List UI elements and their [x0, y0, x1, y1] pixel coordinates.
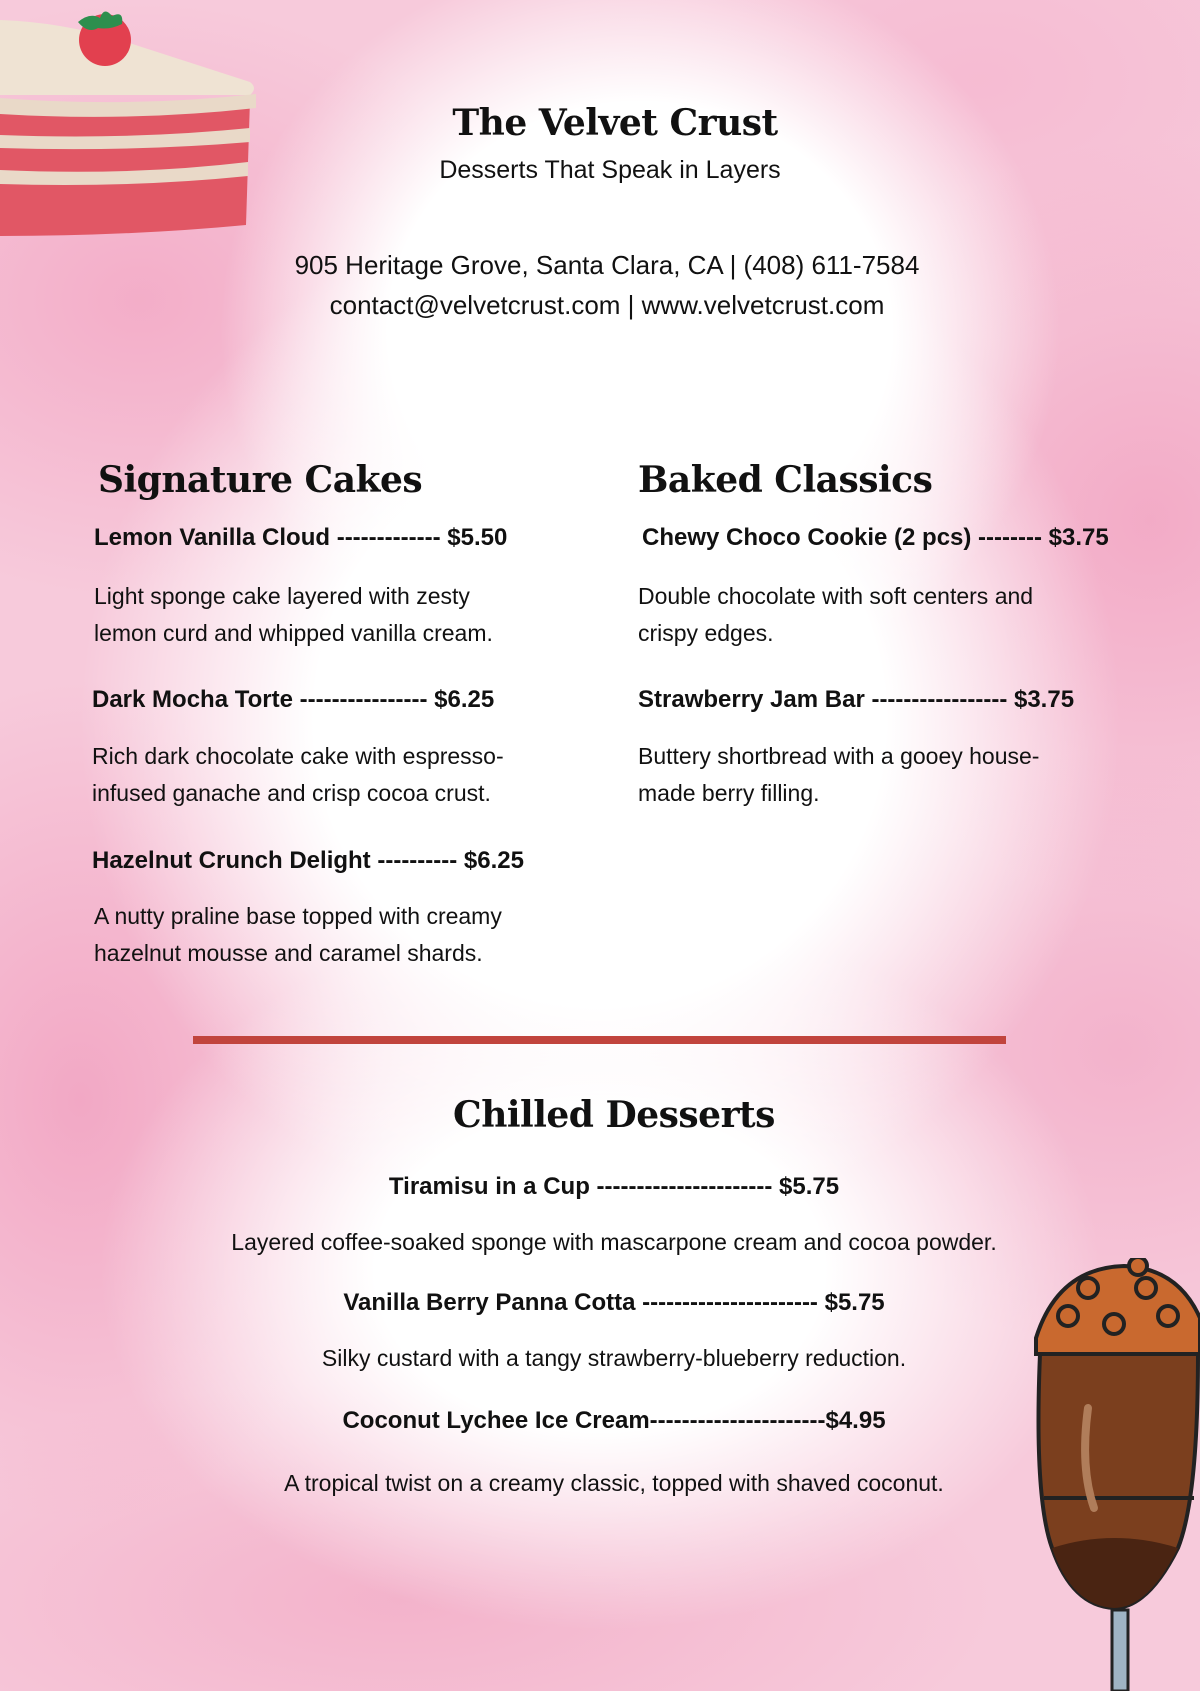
menu-item-description: Light sponge cake layered with zesty [94, 583, 470, 609]
address-line: 905 Heritage Grove, Santa Clara, CA | (408) 611-7584 [294, 250, 920, 280]
menu-item-description: Buttery shortbread with a gooey house- [638, 743, 1040, 769]
menu-item-description: A tropical twist on a creamy classic, topped with shaved coconut. [284, 1470, 944, 1496]
menu-item-heading: Hazelnut Crunch Delight ---------- $6.25 [92, 847, 524, 874]
menu-item-heading: Vanilla Berry Panna Cotta ---------------------- $5.75 [343, 1289, 885, 1316]
menu-item-heading: Dark Mocha Torte ---------------- $6.25 [92, 686, 495, 713]
menu-item-description: infused ganache and crisp cocoa crust. [92, 780, 491, 806]
section-title-chilled-desserts: Chilled Desserts [453, 1094, 775, 1136]
menu-item-heading: Lemon Vanilla Cloud ------------- $5.50 [94, 524, 508, 551]
menu-item-description: hazelnut mousse and caramel shards. [94, 940, 483, 966]
menu-item-heading: Strawberry Jam Bar ----------------- $3.75 [638, 686, 1075, 713]
menu-item-description: Layered coffee-soaked sponge with mascarpone cream and cocoa powder. [231, 1229, 997, 1255]
section-title-baked-classics: Baked Classics [638, 459, 933, 501]
section-title-signature-cakes: Signature Cakes [98, 459, 423, 501]
menu-item-description: A nutty praline base topped with creamy [94, 903, 502, 929]
section-divider [193, 1036, 1006, 1044]
menu-item-description: Silky custard with a tangy strawberry-blueberry reduction. [321, 1345, 907, 1371]
tagline: Desserts That Speak in Layers [439, 156, 781, 184]
menu-item-description: lemon curd and whipped vanilla cream. [94, 620, 493, 646]
restaurant-name: The Velvet Crust [452, 102, 778, 144]
menu-item-heading: Coconut Lychee Ice Cream----------------------$4.95 [342, 1407, 886, 1434]
menu-item-heading: Tiramisu in a Cup ---------------------- $5.75 [388, 1173, 840, 1200]
contact-web-line: contact@velvetcrust.com | www.velvetcrust.com [329, 290, 885, 320]
menu-item-heading: Chewy Choco Cookie (2 pcs) -------- $3.75 [642, 524, 1109, 551]
menu-item-description: Double chocolate with soft centers and [638, 583, 1034, 609]
menu-item-description: made berry filling. [638, 780, 820, 806]
menu-item-description: Rich dark chocolate cake with espresso- [92, 743, 504, 769]
menu-item-description: crispy edges. [638, 620, 774, 646]
